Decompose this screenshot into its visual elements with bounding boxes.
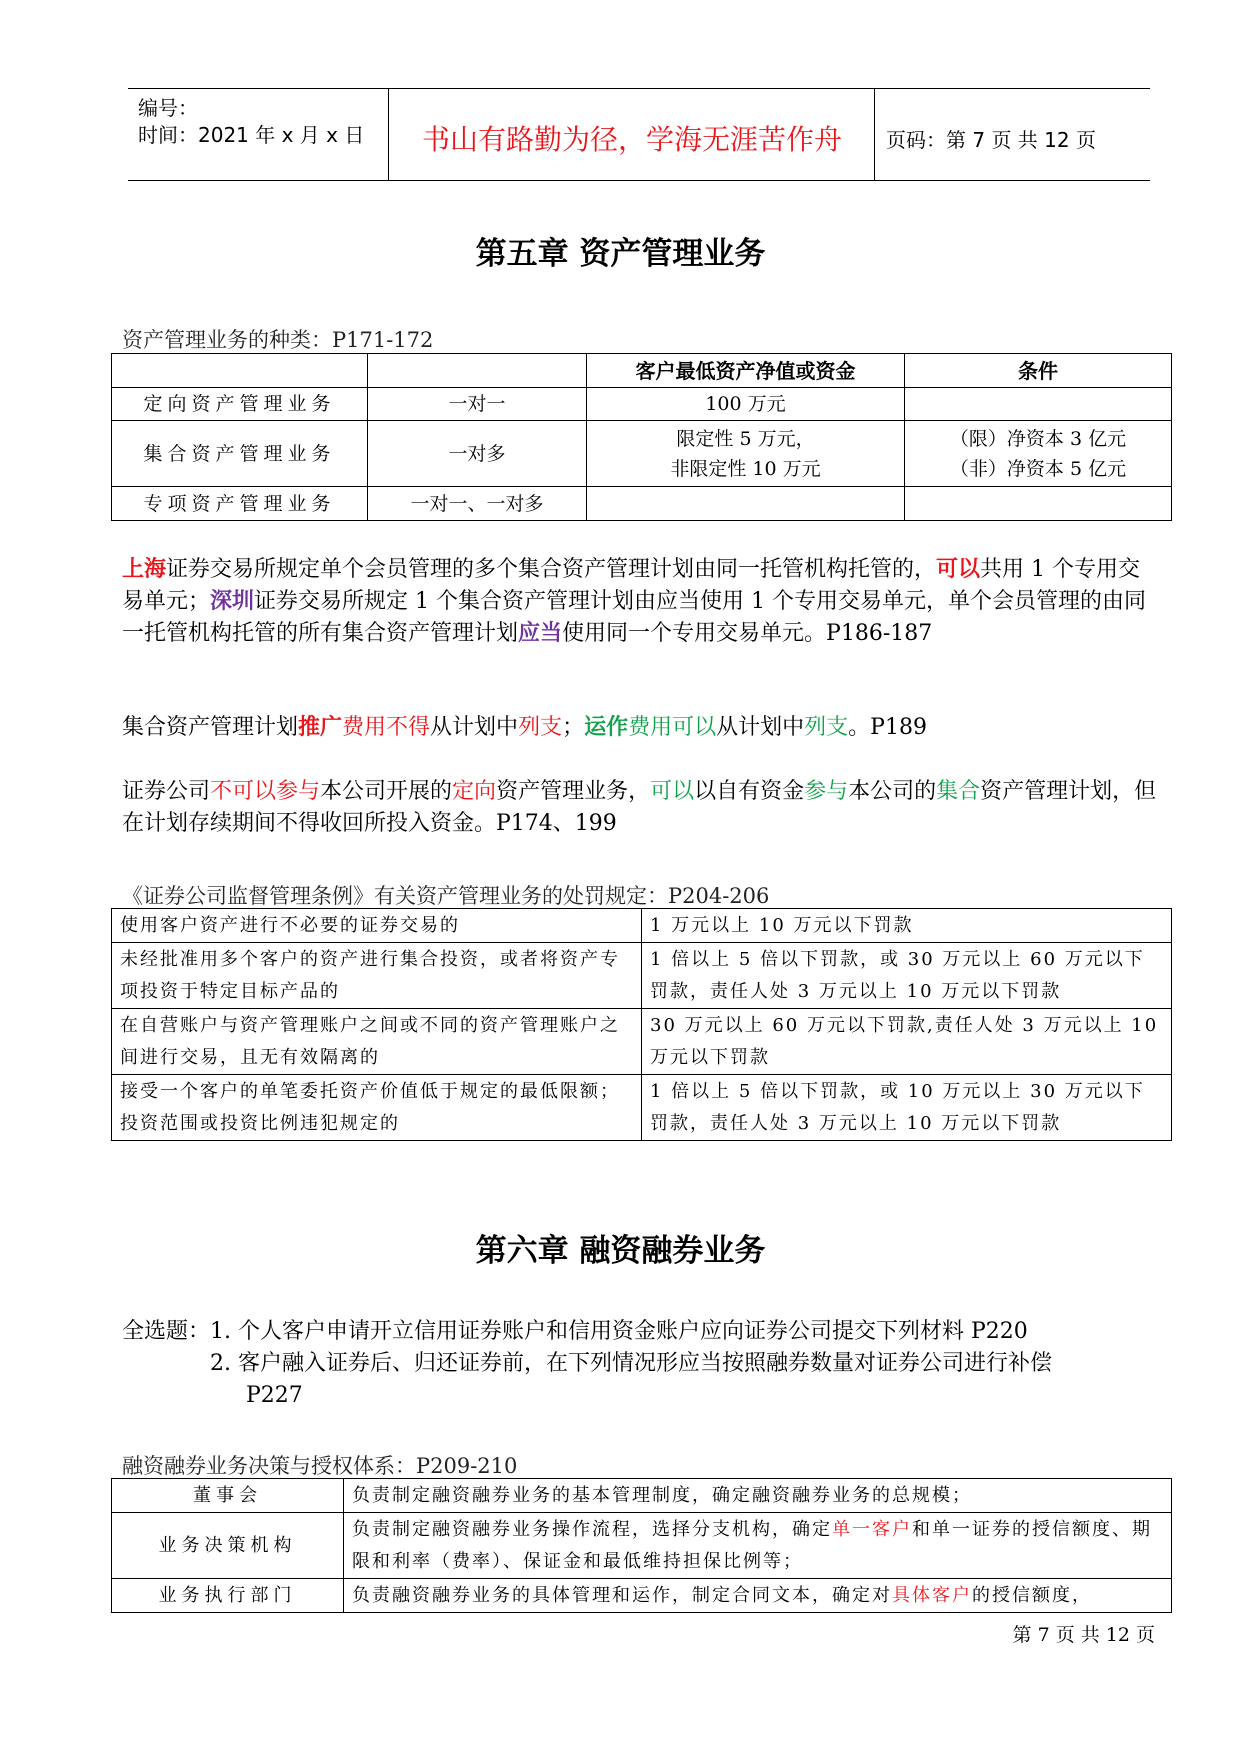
header-number-label: 编号：	[138, 96, 198, 120]
text-run: 。P189	[848, 715, 927, 740]
quiz-line	[122, 1316, 1052, 1348]
table-header-row	[112, 354, 1172, 388]
text-run: 资产管理计划，但在计划存续期间不得收回所投入资金。P174、199	[122, 779, 1157, 836]
table-row	[112, 1513, 1172, 1579]
table-cell	[905, 388, 1172, 421]
table-cell: 集合资产管理业务	[112, 421, 368, 487]
table-row	[112, 487, 1172, 521]
table-cell: 在自营账户与资产管理账户之间或不同的资产管理账户之间进行交易，且无有效隔离的	[112, 1009, 642, 1075]
penalty-caption: 《证券公司监督管理条例》有关资产管理业务的处罚规定：P204-206	[122, 884, 770, 908]
chapter5-title: 第五章 资产管理业务	[475, 236, 766, 272]
highlight-expense: 列支	[518, 715, 563, 740]
table-cell: 一对一、一对多	[368, 487, 587, 521]
quiz-item: P227	[246, 1383, 303, 1408]
highlight-cannot-participate: 不可以参与	[210, 779, 321, 804]
highlight-participate: 参与	[804, 779, 849, 804]
table-cell	[344, 1579, 1172, 1613]
table-cell: 董事会	[112, 1479, 344, 1513]
table-cell	[344, 1479, 1172, 1513]
authority-table	[111, 1478, 1172, 1613]
participation-paragraph	[122, 776, 1162, 840]
text-run: 证券交易所规定 1 个集合资产管理计划由应当使用 1 个专用交易单元，单个会员管理的由同一托管机构托管的所有集合资产管理计划	[122, 589, 1147, 646]
highlight-collective: 集合	[936, 779, 981, 804]
fee-paragraph	[122, 712, 1162, 744]
table-cell: 定向资产管理业务	[112, 388, 368, 421]
table-header-cell	[368, 354, 587, 388]
authority-caption: 融资融券业务决策与授权体系：P209-210	[122, 1454, 518, 1478]
header-time-label: 时间：2021 年 x 月 x 日	[138, 123, 365, 147]
table-cell: 一对一	[368, 388, 587, 421]
highlight-expense: 列支	[804, 715, 849, 740]
table-header-cell	[112, 354, 368, 388]
table-cell: 100 万元	[587, 388, 905, 421]
table-cell: 业务决策机构	[112, 1513, 344, 1579]
text-run: 从计划中	[716, 715, 805, 740]
table-row	[112, 421, 1172, 487]
table-row	[112, 1479, 1172, 1513]
highlight-specific-client: 具体客户	[892, 1584, 972, 1606]
text-run: 本公司的	[848, 779, 937, 804]
asset-types-caption: 资产管理业务的种类：P171-172	[122, 328, 434, 352]
text-run: 证券公司	[122, 779, 211, 804]
text-run: ；	[562, 715, 585, 740]
text-run: 本公司开展的	[320, 779, 453, 804]
text-run: 以自有资金	[694, 779, 805, 804]
table-cell	[587, 487, 905, 521]
table-cell	[905, 421, 1172, 487]
highlight-promotion: 推广	[298, 715, 343, 740]
highlight-fee-can: 费用可以	[628, 715, 717, 740]
highlight-directed: 定向	[452, 779, 497, 804]
text-run: 共用 1 个专用交易单元；	[122, 557, 1141, 614]
header-bottom-rule	[128, 180, 1150, 181]
table-row	[112, 1579, 1172, 1613]
table-row	[112, 388, 1172, 421]
quiz-item: 1. 个人客户申请开立信用证券账户和信用资金账户应向证券公司提交下列材料 P220	[210, 1319, 1028, 1344]
text-run: 负责融资融券业务的具体管理和运作，制定合同文本，确定对	[352, 1584, 892, 1606]
table-cell: 1 倍以上 5 倍以下罚款，或 30 万元以上 60 万元以下罚款，责任人处 3 万元以上 10 万元以下罚款	[642, 943, 1172, 1009]
highlight-shenzhen: 深圳	[210, 589, 255, 614]
text-run: 负责制定融资融券业务的基本管理制度，确定融资融券业务的总规模；	[352, 1484, 972, 1506]
header-top-rule	[128, 88, 1150, 89]
highlight-fee-not: 费用不得	[342, 715, 431, 740]
table-row	[112, 909, 1172, 943]
text-run: 资产管理业务，	[496, 779, 651, 804]
text-run: 和单一证券的授信额度、期限和利率（费率）、保证金和最低维持担保比例等；	[352, 1518, 1152, 1572]
cell-line: 非限定性 10 万元	[670, 457, 821, 480]
table-cell: 业务执行部门	[112, 1579, 344, 1613]
highlight-operation: 运作	[584, 715, 629, 740]
table-cell: 1 万元以上 10 万元以下罚款	[642, 909, 1172, 943]
highlight-can: 可以	[650, 779, 695, 804]
table-cell: 未经批准用多个客户的资产进行集合投资，或者将资产专项投资于特定目标产品的	[112, 943, 642, 1009]
highlight-can: 可以	[936, 557, 981, 582]
table-cell	[905, 487, 1172, 521]
cell-line: （非）净资本 5 亿元	[949, 457, 1127, 480]
text-run: 的授信额度，	[972, 1584, 1092, 1606]
chapter6-title: 第六章 融资融券业务	[475, 1233, 766, 1269]
page-footer: 第 7 页 共 12 页	[1012, 1624, 1155, 1646]
table-cell: 一对多	[368, 421, 587, 487]
exchange-unit-paragraph	[122, 554, 1162, 650]
table-cell	[344, 1513, 1172, 1579]
table-row	[112, 1075, 1172, 1141]
header-divider-right	[874, 88, 875, 180]
text-run: 从计划中	[430, 715, 519, 740]
text-run: 集合资产管理计划	[122, 715, 299, 740]
table-cell: 专项资产管理业务	[112, 487, 368, 521]
header-divider-left	[388, 88, 389, 180]
table-row	[112, 1009, 1172, 1075]
header-motto: 书山有路勤为径，学海无涯苦作舟	[421, 123, 842, 156]
quiz-block	[122, 1316, 1052, 1412]
table-row	[112, 943, 1172, 1009]
text-run: 使用同一个专用交易单元。P186-187	[562, 621, 933, 646]
table-header-cell: 条件	[905, 354, 1172, 388]
text-run: 证券交易所规定单个会员管理的多个集合资产管理计划由同一托管机构托管的，	[166, 557, 937, 582]
table-cell: 接受一个客户的单笔委托资产价值低于规定的最低限额；投资范围或投资比例违犯规定的	[112, 1075, 642, 1141]
asset-types-table	[111, 353, 1172, 521]
table-cell: 使用客户资产进行不必要的证券交易的	[112, 909, 642, 943]
cell-line: （限）净资本 3 亿元	[949, 427, 1127, 450]
highlight-shanghai: 上海	[122, 557, 167, 582]
cell-line: 限定性 5 万元，	[676, 427, 815, 450]
table-cell: 30 万元以上 60 万元以下罚款,责任人处 3 万元以上 10 万元以下罚款	[642, 1009, 1172, 1075]
quiz-label: 全选题：	[122, 1319, 211, 1344]
header-page-label: 页码：第 7 页 共 12 页	[886, 128, 1096, 152]
highlight-single-client: 单一客户	[832, 1518, 912, 1540]
table-header-cell: 客户最低资产净值或资金	[587, 354, 905, 388]
text-run: 负责制定融资融券业务操作流程，选择分支机构，确定	[352, 1518, 832, 1540]
highlight-should: 应当	[518, 621, 563, 646]
penalty-table	[111, 908, 1172, 1141]
table-cell: 1 倍以上 5 倍以下罚款，或 10 万元以上 30 万元以下罚款，责任人处 3 万元以上 10 万元以下罚款	[642, 1075, 1172, 1141]
quiz-item: 2. 客户融入证券后、归还证券前，在下列情况形应当按照融券数量对证券公司进行补偿	[210, 1351, 1052, 1376]
table-cell	[587, 421, 905, 487]
